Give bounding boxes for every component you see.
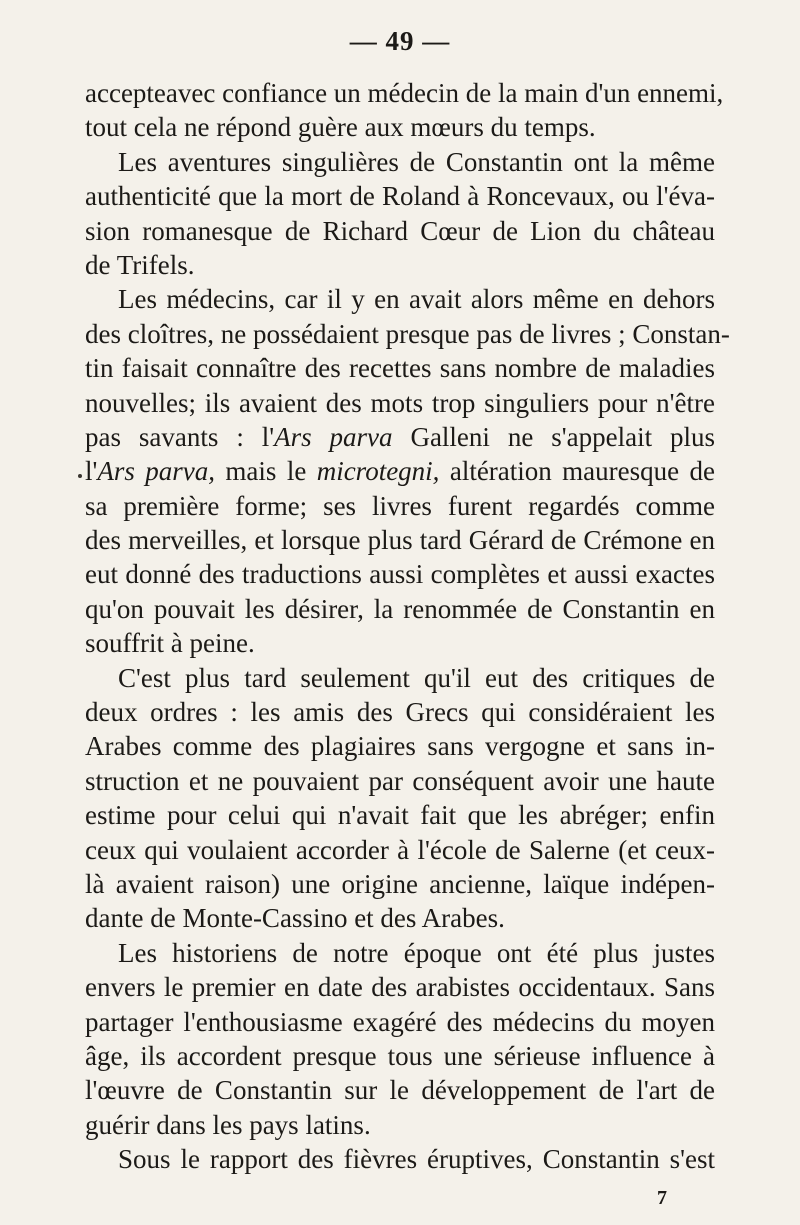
text-line: nouvelles; ils avaient des mots trop singuliers pour n'être [85,387,715,418]
text-line: envers le premier en date des arabistes occidentaux. Sans [85,972,715,1003]
text-line: qu'on pouvait les désirer, la renommée de Constantin en [85,593,715,624]
text-line: sion romanesque de Richard Cœur de Lion du château [85,215,715,246]
text-line: des merveilles, et lorsque plus tard Gérard de Crémone en [85,525,715,556]
text-line: Sous le rapport des fièvres éruptives, Constantin s'est [118,1144,715,1175]
text-line: l'Ars parva, mais le microtegni, altération mauresque de [85,456,716,487]
text-line: C'est plus tard seulement qu'il eut des critiques de [118,662,715,693]
text-line: eut donné des traductions aussi complètes et aussi exactes [85,559,715,590]
text-line: sa première forme; ses livres furent regardés comme [85,490,715,521]
text-line: Les médecins, car il y en avait alors même en dehors [118,284,715,315]
text-line: l'œuvre de Constantin sur le développement de l'art de [85,1075,715,1106]
text-line: ceux qui voulaient accorder à l'école de Salerne (et ceux- [85,834,715,865]
text-line: accepteavec confiance un médecin de la main d'un ennemi, [85,78,724,108]
text-line: pas savants : l'Ars parva Galleni ne s'appelait plus [85,421,716,452]
text-line: des cloîtres, ne possédaient presque pas de livres ; Constan- [85,318,730,349]
print-speck [78,474,82,478]
text-line: tout cela ne répond guère aux mœurs du temps. [85,112,596,143]
text-line: partager l'enthousiasme exagéré des médecins du moyen [85,1006,715,1037]
text-line: là avaient raison) une origine ancienne, laïque indépen- [85,868,715,899]
text-line: souffrit à peine. [85,628,255,659]
text-line: struction et ne pouvaient par conséquent avoir une haute [85,765,715,796]
text-line: estime pour celui qui n'avait fait que les abréger; enfin [85,800,715,831]
text-line: Arabes comme des plagiaires sans vergogne et sans in- [85,731,715,762]
page-number: — 49 — [349,26,451,56]
text-line: deux ordres : les amis des Grecs qui considéraient les [85,697,715,728]
text-line: dante de Monte-Cassino et des Arabes. [85,903,505,934]
signature-mark: 7 [657,1187,667,1209]
text-line: tin faisait connaître des recettes sans nombre de maladies [85,353,715,384]
text-line: Les historiens de notre époque ont été plus justes [118,937,715,968]
body-text [85,76,730,1177]
text-line: authenticité que la mort de Roland à Roncevaux, ou l'éva- [85,181,715,212]
text-line: de Trifels. [85,249,195,280]
text-line: Les aventures singulières de Constantin ont la même [118,146,715,177]
text-line: guérir dans les pays latins. [85,1109,371,1140]
text-line: âge, ils accordent presque tous une sérieuse influence à [85,1040,715,1071]
